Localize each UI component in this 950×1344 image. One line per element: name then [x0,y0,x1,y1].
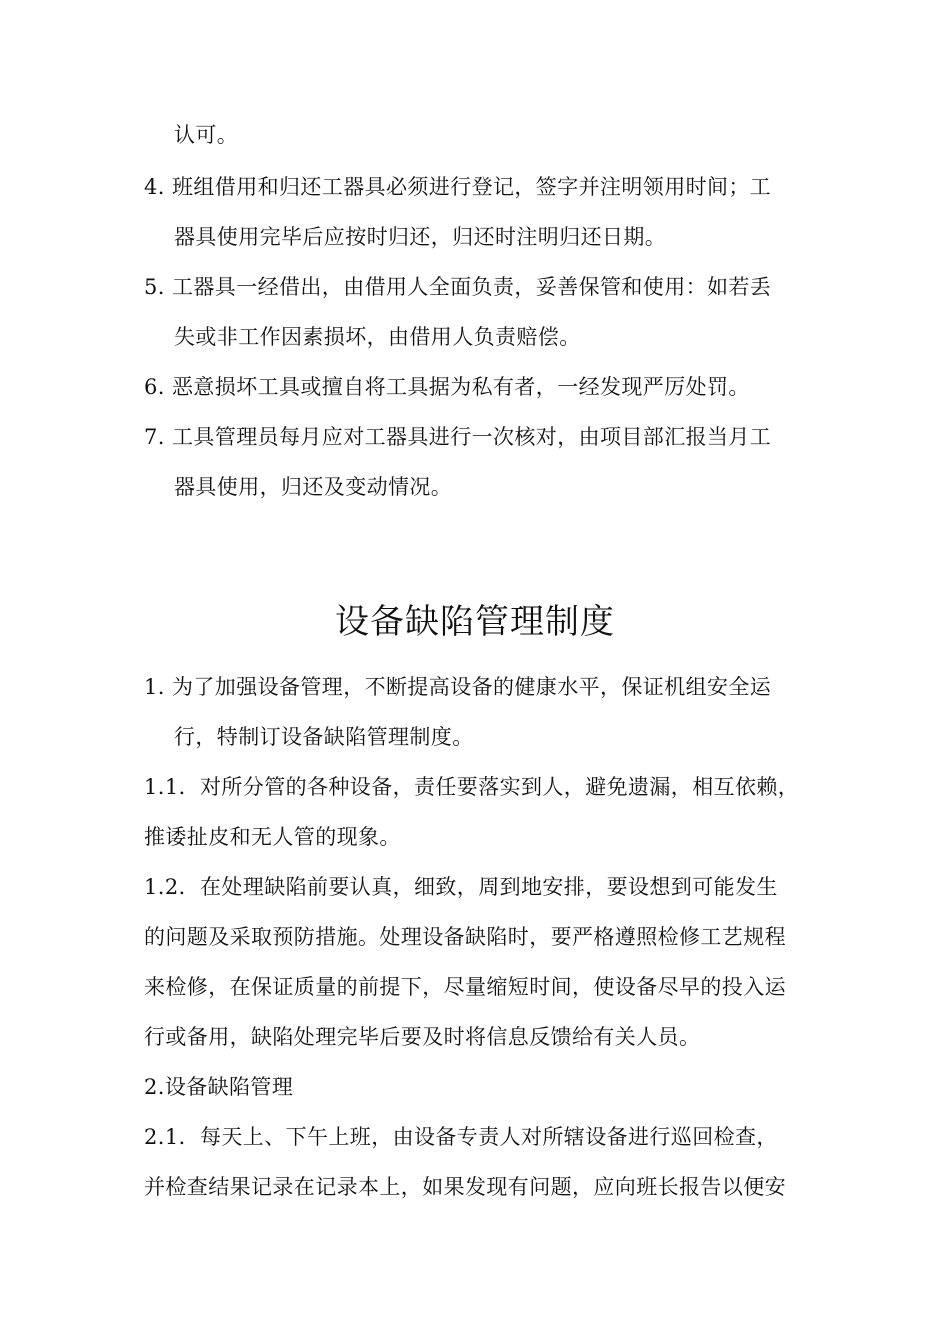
list-item-5-line-2: 失或非工作因素损坏，由借用人负责赔偿。 [174,325,581,349]
list-item-4-line-2: 器具使用完毕后应按时归还，归还时注明归还日期。 [174,225,667,249]
clause-1-1-line-1: 1.1．对所分管的各种设备，责任要落实到人，避免遗漏，相互依赖， [144,775,800,799]
clause-2-1-line-1: 2.1．每天上、下午上班，由设备专责人对所辖设备进行巡回检查， [144,1125,778,1149]
list-item-number: 4. [144,175,165,199]
list-item-6-line-1 [144,372,750,402]
list-item-text: 班组借用和归还工器具必须进行登记，签字并注明领用时间；工 [172,175,772,199]
list-item-number: 5. [144,275,165,299]
list-item-7-line-2: 器具使用，归还及变动情况。 [174,475,453,499]
section2-item-1-line-2: 行，特制订设备缺陷管理制度。 [174,725,474,749]
list-item-text: 为了加强设备管理，不断提高设备的健康水平，保证机组安全运 [172,675,772,699]
clause-1-1-line-2: 推诿扯皮和无人管的现象。 [144,825,401,849]
subsection-heading-2: 2.设备缺陷管理 [144,1075,294,1099]
list-item-4-line-1 [144,172,771,202]
section-title: 设备缺陷管理制度 [335,602,615,642]
list-item-text: 工具管理员每月应对工器具进行一次核对，由项目部汇报当月工 [172,425,772,449]
list-item-text: 恶意损坏工具或擅自将工具据为私有者，一经发现严厉处罚。 [172,375,750,399]
list-item-number: 7. [144,425,165,449]
continuation-text: 认可。 [174,123,239,147]
list-item-7-line-1 [144,422,771,452]
clause-1-2-line-4: 行或备用，缺陷处理完毕后要及时将信息反馈给有关人员。 [144,1025,701,1049]
clause-1-2-line-3: 来检修，在保证质量的前提下，尽量缩短时间，使设备尽早的投入运 [144,975,786,999]
list-item-text: 工器具一经借出，由借用人全面负责，妥善保管和使用：如若丢 [172,275,772,299]
list-item-5-line-1 [144,272,771,302]
section2-item-1-line-1 [144,672,771,702]
clause-1-2-line-1: 1.2．在处理缺陷前要认真，细致，周到地安排，要设想到可能发生 [144,875,778,899]
clause-2-1-line-2: 并检查结果记录在记录本上，如果发现有问题，应向班长报告以便安 [144,1175,786,1199]
list-item-number: 1. [144,675,165,699]
clause-1-2-line-2: 的问题及采取预防措施。处理设备缺陷时，要严格遵照检修工艺规程 [144,925,786,949]
list-item-number: 6. [144,375,165,399]
